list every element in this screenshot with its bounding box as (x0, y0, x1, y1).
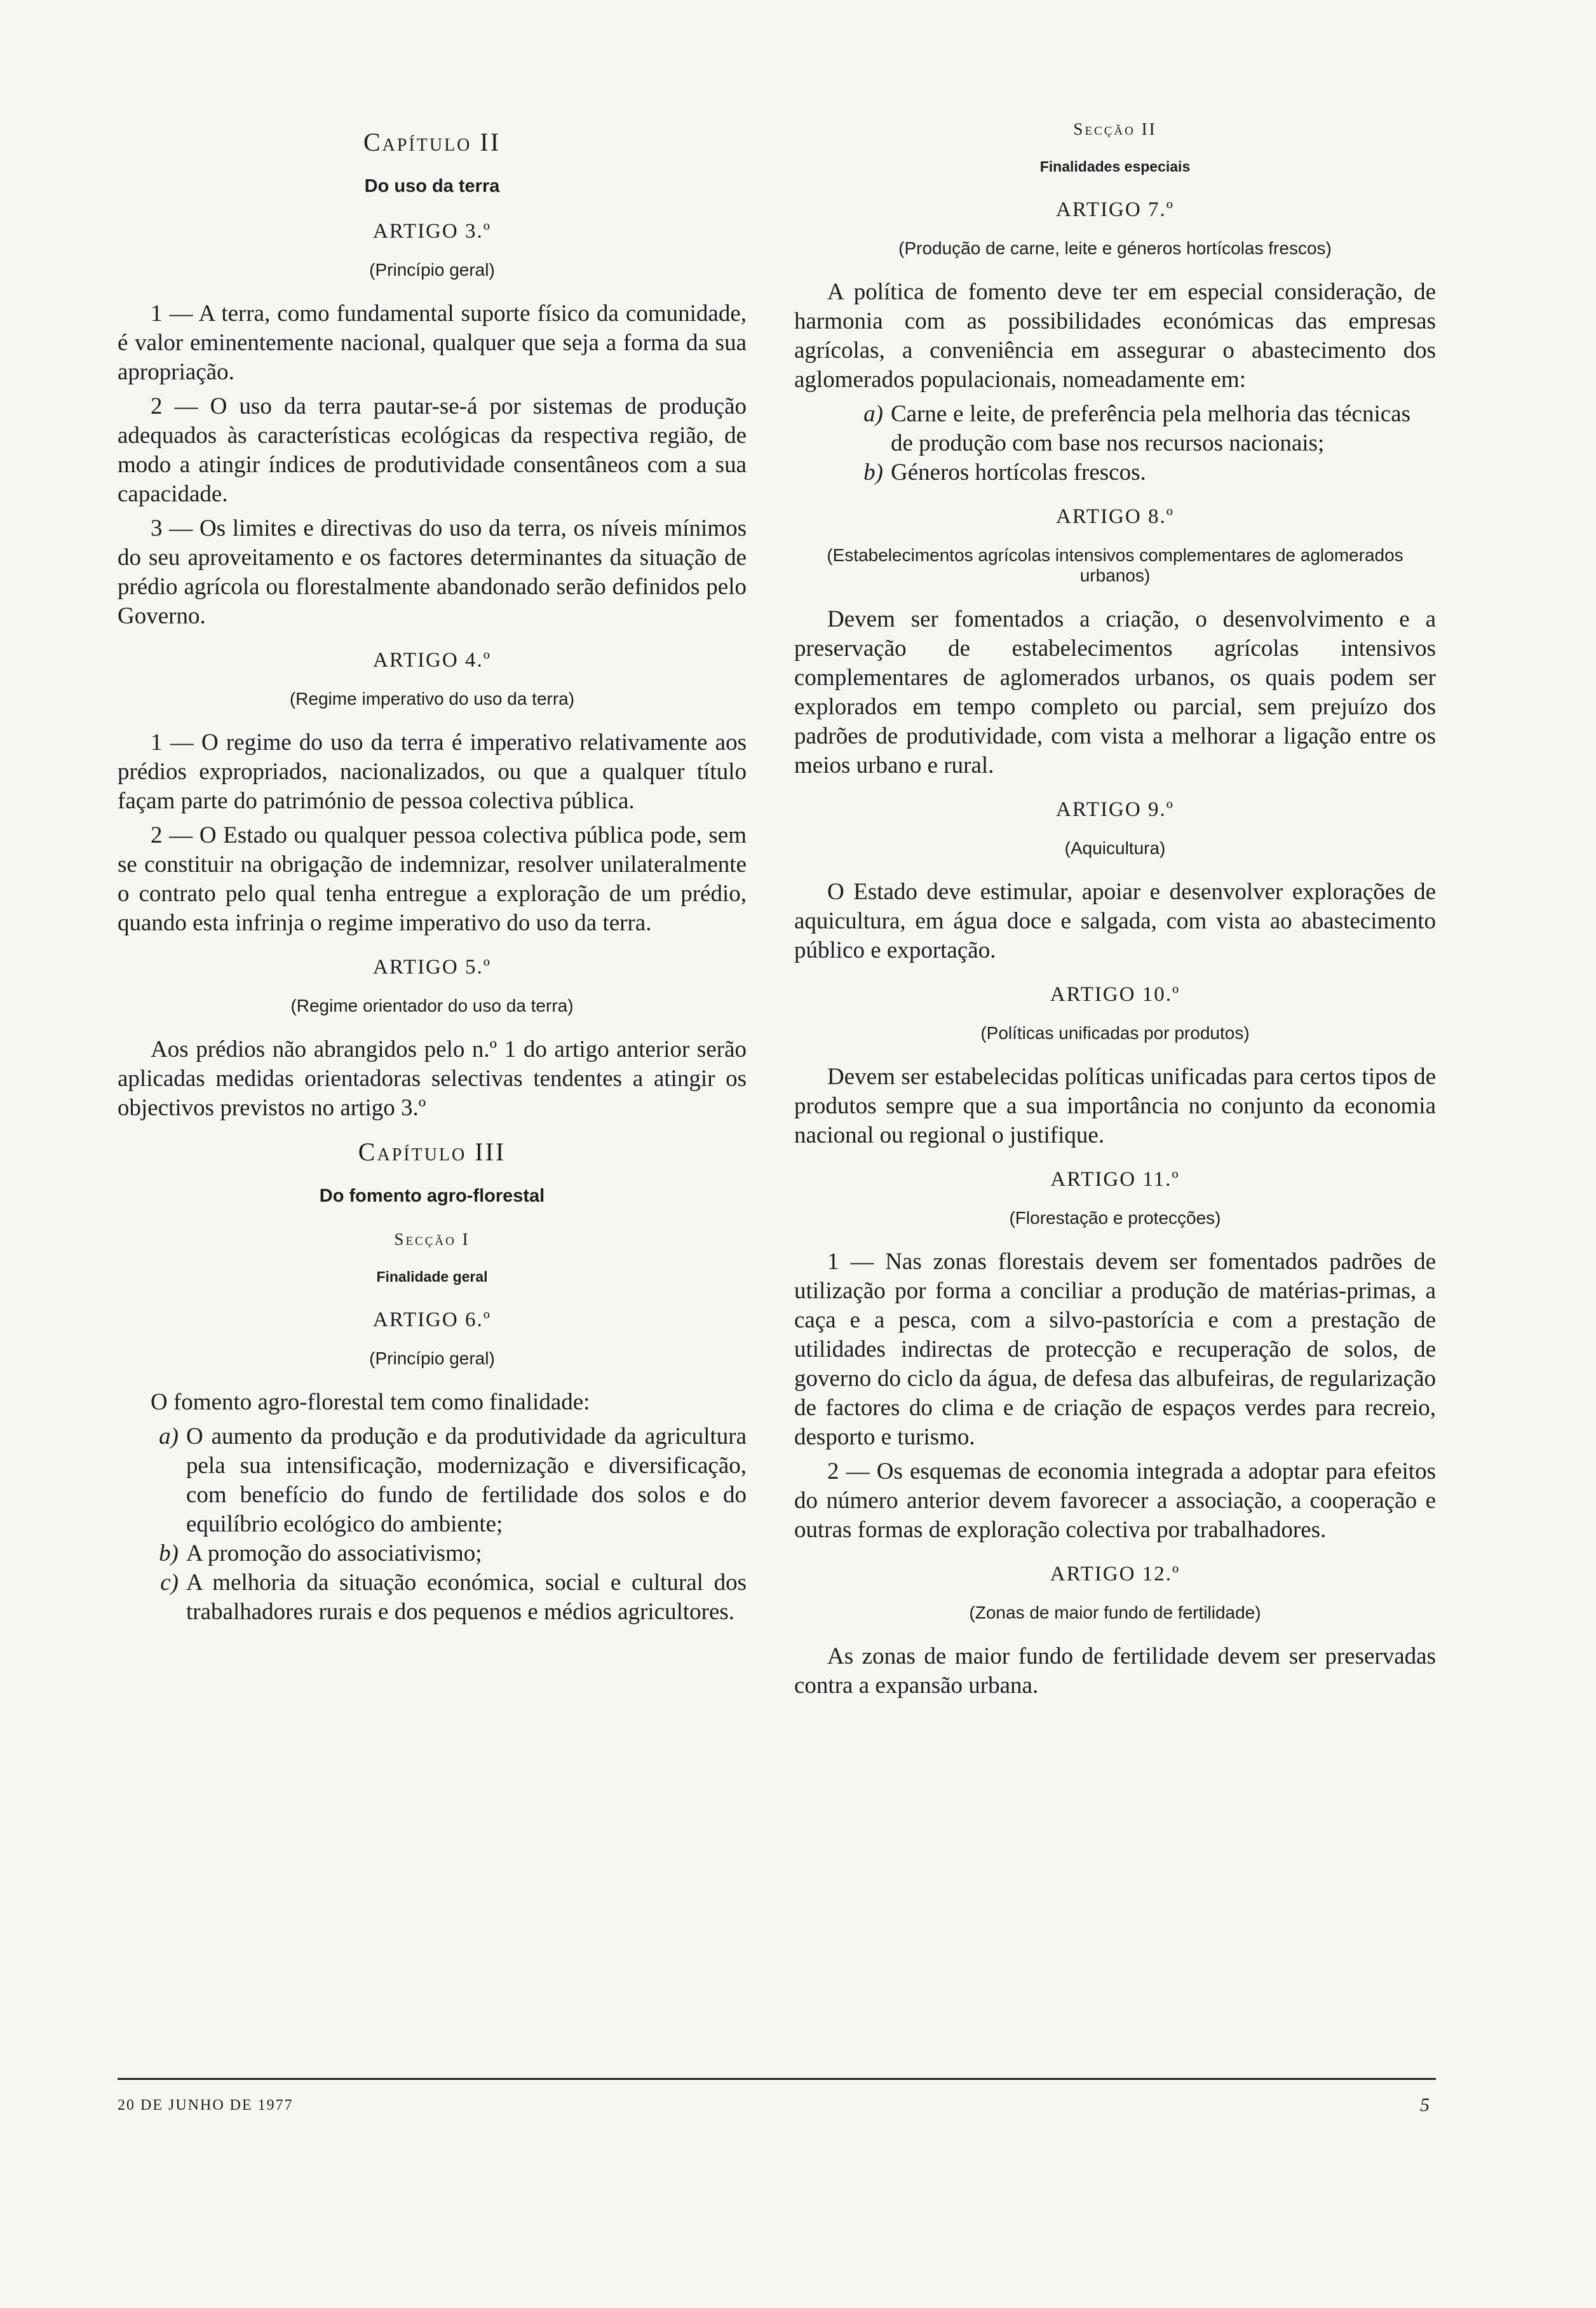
article-10-title: ARTIGO 10.º (1050, 983, 1180, 1006)
article-7-intro: A política de fomento deve ter em especial consideração, de harmonia com as possibilidades económicas das empresas agrícolas, a conveniência em assegurar o abastecimento dos aglomerados populacionais, nomeadamente em: (794, 279, 1436, 393)
article-8-subtitle: (Estabelecimentos agrícolas intensivos complementares de aglomerados urbanos) (827, 545, 1403, 585)
article-11-paragraph-2: 2 — Os esquemas de economia integrada a adoptar para efeitos do número anterior devem favorecer a associação, a cooperação e outras formas de exploração colectiva por trabalhadores. (794, 1458, 1436, 1543)
list-item-letter: c) (160, 1570, 179, 1596)
article-9-paragraph-1: O Estado deve estimular, apoiar e desenvolver explorações de aquicultura, em água doce e salgada, com vista ao abastecimento público e exportação. (794, 879, 1436, 963)
section-i-subtitle: Finalidade geral (376, 1268, 488, 1285)
article-7-list (794, 400, 1436, 487)
list-item (794, 400, 1436, 458)
article-6-intro: O fomento agro-florestal tem como finalidade: (151, 1389, 590, 1415)
article-3-paragraph-2: 2 — O uso da terra pautar-se-á por sistemas de produção adequados às características ecológicas da respectiva região, de modo a atingir índices de produtividade consentâneos com a sua capacidade. (118, 393, 747, 507)
list-item-text: O aumento da produção e da produtividade da agricultura pela sua intensificação, modernização e diversificação, com benefício do fundo de fertilidade dos solos e do equilíbrio ecológico do ambiente; (186, 1423, 747, 1537)
article-5-subtitle: (Regime orientador do uso da terra) (290, 996, 574, 1015)
page-number: 5 (1420, 2094, 1430, 2115)
list-item (118, 1539, 747, 1568)
list-item (118, 1422, 747, 1539)
left-column (118, 113, 747, 1632)
chapter-ii-subtitle: Do uso da terra (364, 176, 500, 196)
section-ii-title: Secção II (1073, 119, 1157, 139)
article-5-paragraph-1: Aos prédios não abrangidos pelo n.º 1 do artigo anterior serão aplicadas medidas orientadoras selectivas tendentes a atingir os objectivos previstos no artigo 3.º (118, 1036, 747, 1121)
article-7-title: ARTIGO 7.º (1056, 198, 1174, 221)
article-4-title: ARTIGO 4.º (373, 649, 491, 672)
article-8-title: ARTIGO 8.º (1056, 505, 1174, 528)
list-item-text: Carne e leite, de preferência pela melhoria das técnicas de produção com base nos recursos nacionais; (891, 401, 1410, 456)
footer-divider (118, 2078, 1436, 2080)
article-7-subtitle: (Produção de carne, leite e géneros hortícolas frescos) (898, 238, 1332, 258)
article-12-subtitle: (Zonas de maior fundo de fertilidade) (969, 1603, 1261, 1622)
right-column (794, 113, 1436, 1706)
article-6-title: ARTIGO 6.º (373, 1308, 491, 1331)
article-6-subtitle: (Princípio geral) (369, 1348, 495, 1368)
article-12-title: ARTIGO 12.º (1050, 1563, 1180, 1585)
section-ii-subtitle: Finalidades especiais (1039, 158, 1191, 175)
article-6-list (118, 1422, 747, 1627)
article-3-paragraph-1: 1 — A terra, como fundamental suporte físico da comunidade, é valor eminentemente nacional, qualquer que seja a forma da sua apropriação. (118, 301, 747, 385)
list-item-letter: b) (863, 459, 883, 485)
list-item-text: A melhoria da situação económica, social e cultural dos trabalhadores rurais e dos pequenos e médios agricultores. (186, 1570, 747, 1625)
article-12-paragraph-1: As zonas de maior fundo de fertilidade devem ser preservadas contra a expansão urbana. (794, 1643, 1436, 1699)
article-11-title: ARTIGO 11.º (1050, 1168, 1180, 1191)
article-9-title: ARTIGO 9.º (1056, 798, 1174, 821)
article-3-subtitle: (Princípio geral) (369, 260, 495, 280)
list-item-letter: a) (159, 1423, 179, 1449)
article-10-subtitle: (Políticas unificadas por produtos) (980, 1023, 1250, 1043)
article-8-paragraph-1: Devem ser fomentados a criação, o desenvolvimento e a preservação de estabelecimentos agrícolas intensivos complementares de aglomerados urbanos, os quais podem ser explorados em tempo completo ou parcial, sem prejuízo dos padrões de produtividade, com vista a melhorar a ligação entre os meios urbano e rural. (794, 606, 1436, 778)
article-11-subtitle: (Florestação e protecções) (1009, 1208, 1221, 1228)
article-3-paragraph-3: 3 — Os limites e directivas do uso da terra, os níveis mínimos do seu aproveitamento e os factores determinantes da situação de prédio agrícola ou florestalmente abandonado serão definidos pelo Governo. (118, 515, 747, 629)
article-4-subtitle: (Regime imperativo do uso da terra) (289, 689, 575, 709)
article-3-title: ARTIGO 3.º (373, 220, 491, 243)
article-4-paragraph-2: 2 — O Estado ou qualquer pessoa colectiva pública pode, sem se constituir na obrigação de indemnizar, resolver unilateralmente o contrato pelo qual tenha entregue a exploração de um prédio, quando esta infrinja o regime imperativo do uso da terra. (118, 822, 747, 936)
article-5-title: ARTIGO 5.º (373, 956, 491, 979)
chapter-ii-title: Capítulo II (363, 128, 501, 156)
section-i-title: Secção I (394, 1230, 470, 1249)
footer-date: 20 DE JUNHO DE 1977 (118, 2097, 294, 2114)
article-4-paragraph-1: 1 — O regime do uso da terra é imperativo relativamente aos prédios expropriados, nacionalizados, ou que a qualquer título façam parte do património de pessoa colectiva pública. (118, 730, 747, 814)
list-item (794, 458, 1436, 487)
list-item-text: Géneros hortícolas frescos. (891, 459, 1146, 485)
list-item-letter: a) (863, 401, 883, 427)
article-11-paragraph-1: 1 — Nas zonas florestais devem ser fomentados padrões de utilização por forma a conciliar a produção de matérias-primas, a caça e a pesca, com a silvo-pastorícia e com a prestação de utilidades indirectas de protecção e recuperação de solos, de governo do ciclo da água, de defesa das albufeiras, de regularização de factores do clima e de criação de espaços verdes para recreio, desporto e turismo. (794, 1249, 1436, 1450)
chapter-iii-title: Capítulo III (358, 1137, 506, 1166)
list-item (118, 1568, 747, 1627)
list-item-letter: b) (159, 1540, 179, 1566)
list-item-text: A promoção do associativismo; (186, 1540, 482, 1566)
article-10-paragraph-1: Devem ser estabelecidas políticas unificadas para certos tipos de produtos sempre que a sua importância no conjunto da economia nacional ou regional o justifique. (794, 1064, 1436, 1148)
chapter-iii-subtitle: Do fomento agro-florestal (319, 1186, 545, 1206)
article-9-subtitle: (Aquicultura) (1064, 838, 1166, 858)
